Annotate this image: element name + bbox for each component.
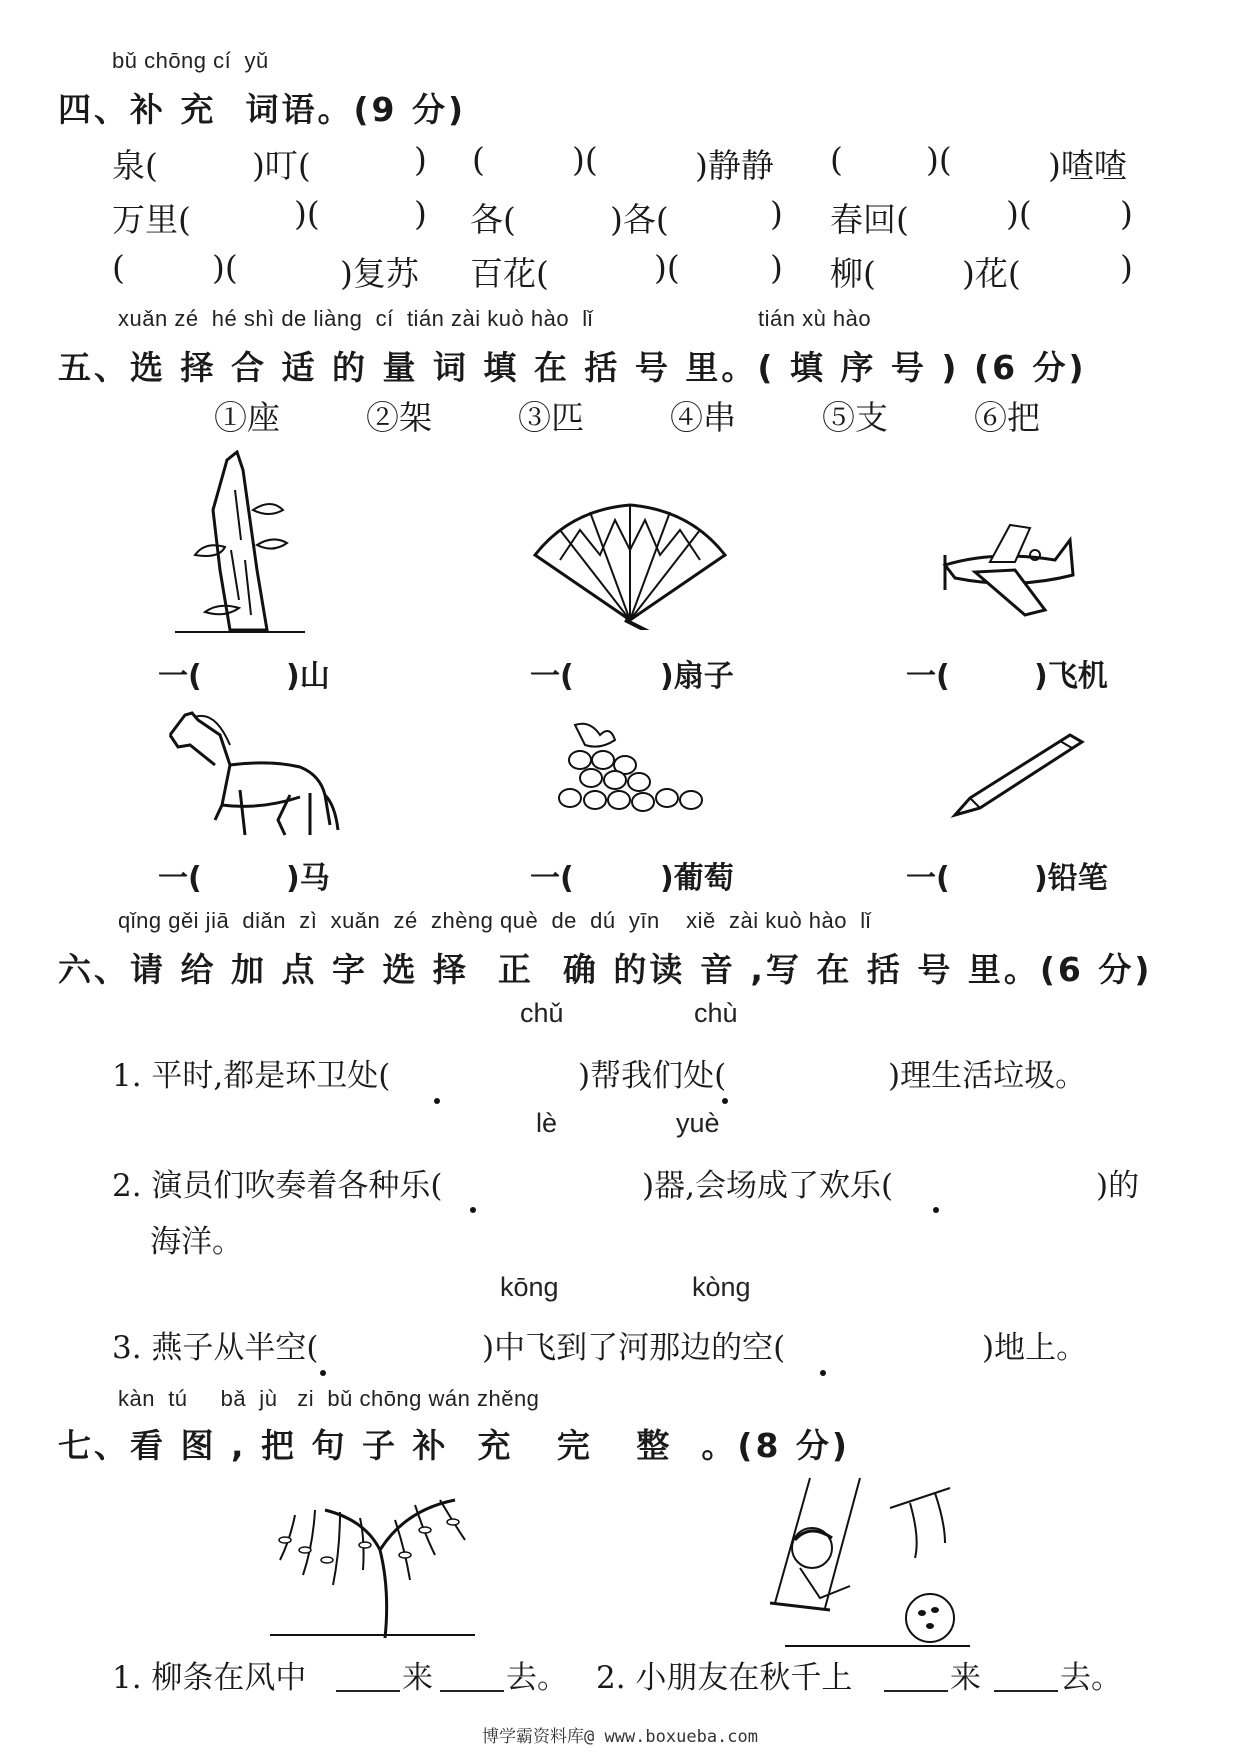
q1-part-c: )理生活垃圾。 — [888, 1058, 1087, 1094]
emphasis-dot — [820, 1370, 826, 1376]
q2-pinyin-1: lè — [536, 1108, 558, 1138]
word-blank-text: )( — [926, 140, 952, 179]
s2-part-a: 2. 小朋友在秋千上 — [596, 1660, 853, 1696]
answer-blank[interactable] — [440, 1660, 504, 1692]
answer-blank[interactable] — [994, 1660, 1058, 1692]
section4-pinyin: bǔ chōng cí yǔ — [112, 48, 269, 73]
section4-title: 四、补 充 词语。(9 分) — [58, 90, 467, 129]
word-blank-text: )喳喳 — [1048, 146, 1127, 185]
s2-part-c: 去。 — [1060, 1660, 1122, 1696]
item-prefix: 一( — [158, 861, 202, 896]
s1-part-b: 来 — [402, 1660, 433, 1696]
option-4: ④串 — [670, 398, 736, 437]
q3-pinyin-2: kòng — [692, 1272, 751, 1302]
word-blank-text: )静静 — [695, 146, 774, 185]
word-blank-text: 泉( — [112, 146, 158, 185]
word-blank-text: )( — [1006, 194, 1032, 233]
item-prefix: 一( — [530, 861, 574, 896]
emphasis-dot — [933, 1207, 939, 1213]
word-blank-text: 百花( — [470, 254, 549, 293]
word-blank-text: )叮( — [252, 146, 311, 185]
item-suffix: )山 — [286, 659, 330, 694]
item-prefix: 一( — [530, 659, 574, 694]
answer-blank[interactable] — [336, 1660, 400, 1692]
word-blank-text: ) — [414, 140, 427, 179]
option-3: ③匹 — [518, 398, 584, 437]
word-blank-text: )( — [572, 140, 598, 179]
section5-pinyin-2: tián xù hào — [758, 306, 872, 331]
word-blank-text: ) — [1120, 194, 1133, 233]
q1-part-b: )帮我们处( — [578, 1058, 727, 1094]
item-suffix: )马 — [286, 861, 330, 896]
q2-pinyin-2: yuè — [676, 1108, 720, 1138]
section6-pinyin: qǐng gěi jiā diǎn zì xuǎn zé zhèng què de dú yīn xiě zài kuò hào lǐ — [118, 908, 872, 933]
option-5: ⑤支 — [822, 398, 888, 437]
option-2: ②架 — [366, 398, 432, 437]
section5-title: 五、选 择 合 适 的 量 词 填 在 括 号 里。( 填 序 号 ) (6 分) — [58, 348, 1087, 387]
emphasis-dot — [320, 1370, 326, 1376]
word-blank-text: )( — [212, 248, 238, 287]
q2-part-d: 海洋。 — [150, 1224, 243, 1260]
s1-part-a: 1. 柳条在风中 — [112, 1660, 307, 1696]
grapes-icon — [555, 720, 715, 820]
word-blank-text: )( — [294, 194, 320, 233]
footer-watermark: 博学霸资料库@ www.boxueba.com — [482, 1727, 758, 1747]
q1-pinyin-1: chǔ — [520, 998, 564, 1028]
word-blank-text: ) — [414, 194, 427, 233]
section7-title: 七、看 图 , 把 句 子 补 充 完 整 。(8 分) — [58, 1426, 850, 1465]
word-blank-text: 春回( — [830, 200, 909, 239]
q3-part-c: )地上。 — [982, 1330, 1088, 1366]
word-blank-text: ( — [112, 248, 125, 287]
emphasis-dot — [470, 1207, 476, 1213]
q1-part-a: 1. 平时,都是环卫处( — [112, 1058, 391, 1094]
item-suffix: )铅笔 — [1034, 861, 1108, 896]
word-blank-text: ( — [830, 140, 843, 179]
emphasis-dot — [434, 1098, 440, 1104]
word-blank-text: 各( — [470, 200, 516, 239]
q2-part-c: )的 — [1096, 1168, 1140, 1204]
mountain-icon — [175, 450, 305, 635]
item-prefix: 一( — [906, 659, 950, 694]
word-blank-text: ( — [472, 140, 485, 179]
word-blank-text: )花( — [962, 254, 1021, 293]
horse-icon — [160, 705, 340, 840]
word-blank-text: ) — [1120, 248, 1133, 287]
q1-pinyin-2: chù — [694, 998, 738, 1028]
item-suffix: )扇子 — [660, 659, 734, 694]
word-blank-text: )复苏 — [340, 254, 419, 293]
q3-part-b: )中飞到了河那边的空( — [482, 1330, 786, 1366]
word-blank-text: 万里( — [112, 200, 191, 239]
fan-icon — [530, 500, 730, 630]
q2-part-b: )器,会场成了欢乐( — [642, 1168, 894, 1204]
word-blank-text: )各( — [610, 200, 669, 239]
swing-child-icon — [770, 1468, 970, 1648]
answer-blank[interactable] — [884, 1660, 948, 1692]
section6-title: 六、请 给 加 点 字 选 择 正 确 的读 音 ,写 在 括 号 里。(6 分) — [58, 950, 1153, 989]
q3-pinyin-1: kōng — [500, 1272, 559, 1302]
pencil-icon — [950, 730, 1090, 820]
q2-part-a: 2. 演员们吹奏着各种乐( — [112, 1168, 443, 1204]
item-suffix: )飞机 — [1034, 659, 1108, 694]
item-prefix: 一( — [906, 861, 950, 896]
word-blank-text: )( — [654, 248, 680, 287]
item-prefix: 一( — [158, 659, 202, 694]
section5-pinyin: xuǎn zé hé shì de liàng cí tián zài kuò hào lǐ — [118, 306, 594, 331]
option-6: ⑥把 — [974, 398, 1040, 437]
word-blank-text: ) — [770, 194, 783, 233]
word-blank-text: ) — [770, 248, 783, 287]
emphasis-dot — [722, 1098, 728, 1104]
section7-pinyin: kàn tú bǎ jù zi bǔ chōng wán zhěng — [118, 1386, 540, 1411]
option-1: ①座 — [214, 398, 280, 437]
willow-tree-icon — [265, 1480, 475, 1640]
s2-part-b: 来 — [950, 1660, 981, 1696]
airplane-icon — [935, 520, 1075, 620]
s1-part-c: 去。 — [506, 1660, 568, 1696]
word-blank-text: 柳( — [830, 254, 876, 293]
q3-part-a: 3. 燕子从半空( — [112, 1330, 319, 1366]
item-suffix: )葡萄 — [660, 861, 734, 896]
